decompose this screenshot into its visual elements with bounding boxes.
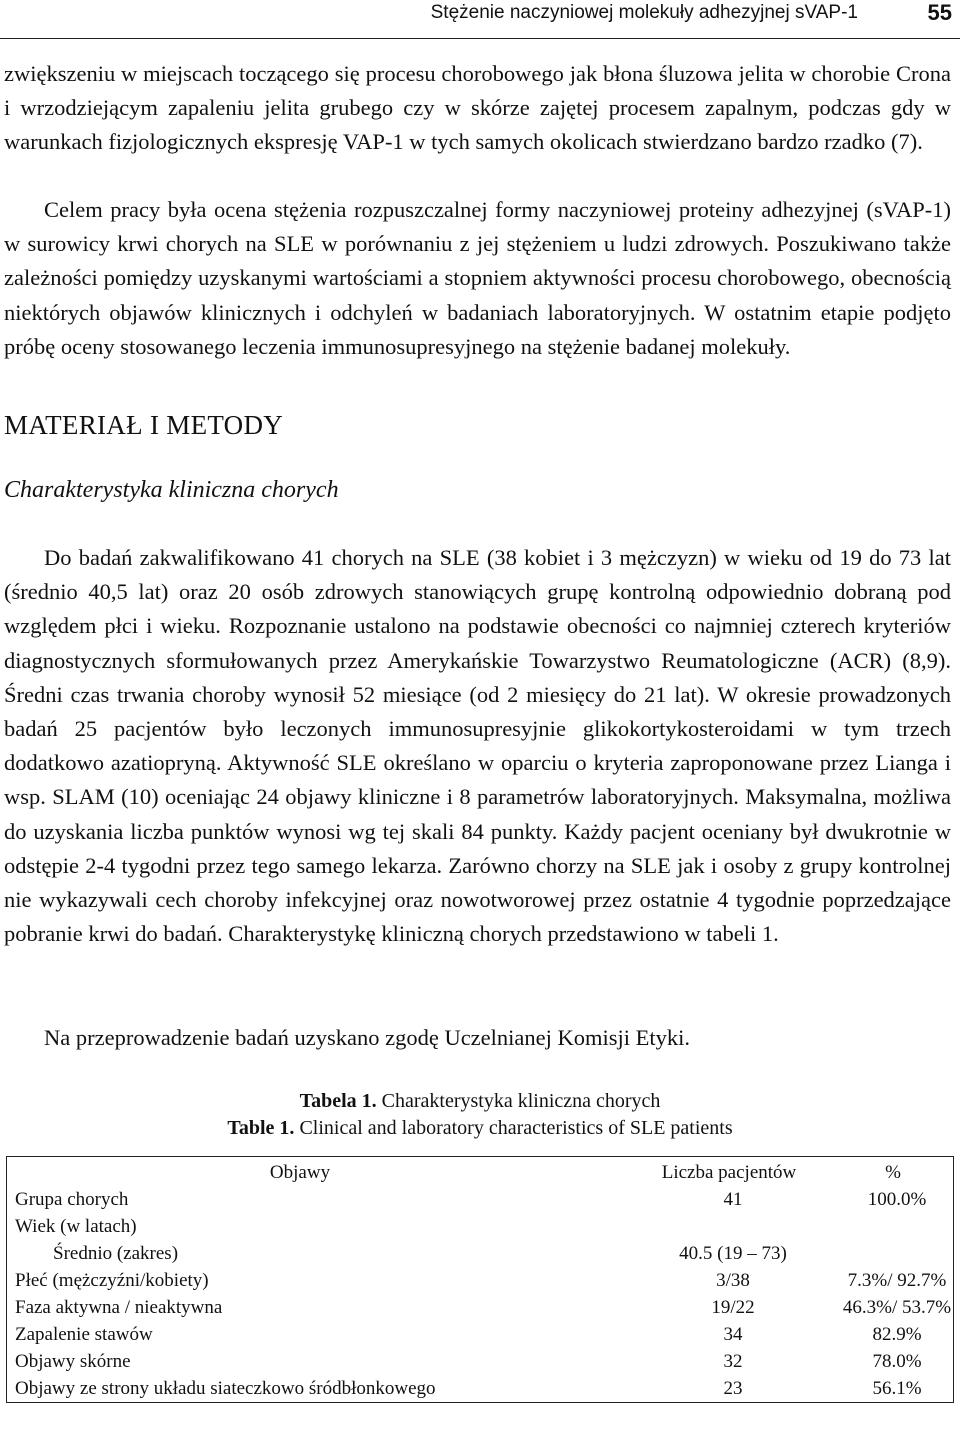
table-cell: Średnio (zakres) — [53, 1243, 179, 1264]
table-cell: 41 — [723, 1189, 743, 1210]
table-cell — [833, 1213, 954, 1240]
caption-label: Tabela 1. — [299, 1090, 377, 1112]
table-caption-pl — [0, 1088, 960, 1114]
subsection-title: Charakterystyka kliniczna chorych — [4, 477, 339, 503]
body-paragraph: Celem pracy była ocena stężenia rozpuszczalnej formy naczyniowej proteiny adhezyjnej (sVAP-1) w surowicy krwi chorych na SLE w porównaniu z jej stężeniem u ludzi zdrowych. Poszukiwano także zależności pomiędzy uzyskanymi wartościami a stopniem aktywności procesu chorobowego, obecnością niektórych objawów klinicznych i odchyleń w badaniach laboratoryjnych. W ostatnim etapie podjęto próbę oceny stosowanego leczenia immunosupresyjnego na stężenie badanej molekuły. — [4, 197, 951, 359]
column-header: Objawy — [269, 1162, 331, 1183]
table-row — [7, 1294, 954, 1321]
section-title: MATERIAŁ I METODY — [4, 410, 284, 440]
table-header-row — [7, 1157, 954, 1187]
caption-label: Table 1. — [227, 1117, 295, 1139]
table-row — [7, 1213, 954, 1240]
body-paragraph: Na przeprowadzenie badań uzyskano zgodę Uczelnianej Komisji Etyki. — [44, 1025, 691, 1050]
table-cell: Płeć (mężczyźni/kobiety) — [15, 1270, 209, 1291]
table-cell: 40.5 (19 – 73) — [679, 1243, 787, 1264]
table-cell: 82.9% — [872, 1324, 922, 1345]
table-cell: Grupa chorych — [15, 1189, 129, 1210]
running-title: Stężenie naczyniowej molekuły adhezyjnej sVAP-1 — [430, 2, 858, 23]
body-paragraph: Do badań zakwalifikowano 41 chorych na SLE (38 kobiet i 3 mężczyzn) w wieku od 19 do 73 lat (średnio 40,5 lat) oraz 20 osób zdrowych stanowiących grupę kontrolną odpowiednio dobraną pod względem płci i wieku. Rozpoznanie ustalono na podstawie obecności co najmniej czterech kryteriów diagnostycznych sformułowanych przez Amerykańskie Towarzystwo Reumatologiczne (ACR) (8,9). Średni czas trwania choroby wynosił 52 miesiące (od 2 miesięcy do 21 lat). W okresie prowadzonych badań 25 pacjentów było leczonych immunosupresyjnie glikokortykosteroidami w tym trzech dodatkowo azatiopryną. Aktywność SLE określano w oparciu o kryteria zaproponowane przez Lianga i wsp. SLAM (10) oceniając 24 objawy kliniczne i 8 parametrów laboratoryjnych. Maksymalna, możliwa do uzyskania liczba punktów wynosi wg tej skali 84 punkty. Każdy pacjent oceniany był dwukrotnie w odstępie 2-4 tygodni przez tego samego lekarza. Zarówno chorzy na SLE jak i osoby z grupy kontrolnej nie wykazywali cech choroby infekcyjnej oraz nowotworowej przez ostatnie 4 tygodnie poprzedzające pobranie krwi do badań. Charakterystykę kliniczną chorych przedstawiono w tabeli 1. — [4, 545, 951, 947]
caption-text: Charakterystyka kliniczna chorych — [381, 1090, 661, 1112]
table-cell: 46.3%/ 53.7% — [842, 1297, 952, 1318]
clinical-characteristics-table — [6, 1156, 954, 1403]
table-cell — [625, 1213, 833, 1240]
table-cell — [833, 1240, 954, 1267]
table-cell: 56.1% — [872, 1378, 922, 1399]
table-row — [7, 1240, 954, 1267]
table-caption-en — [0, 1115, 960, 1141]
page-number: 55 — [927, 0, 952, 25]
table-cell: 7.3%/ 92.7% — [847, 1270, 947, 1291]
caption-text: Clinical and laboratory characteristics of SLE patients — [299, 1117, 733, 1139]
table-row — [7, 1267, 954, 1294]
table-row — [7, 1375, 954, 1403]
table-cell: Objawy ze strony układu siateczkowo śródbłonkowego — [15, 1378, 436, 1399]
table-cell: Faza aktywna / nieaktywna — [15, 1297, 223, 1318]
table-cell: 23 — [723, 1378, 743, 1399]
page-header — [0, 0, 960, 39]
table-cell: 32 — [723, 1351, 743, 1372]
column-header: Liczba pacjentów — [661, 1162, 797, 1183]
table-cell: 34 — [723, 1324, 743, 1345]
table-cell: Objawy skórne — [15, 1351, 131, 1372]
table-row — [7, 1321, 954, 1348]
table-cell: 100.0% — [867, 1189, 927, 1210]
table-cell: Zapalenie stawów — [15, 1324, 153, 1345]
table-row — [7, 1186, 954, 1213]
table-cell: Wiek (w latach) — [15, 1216, 137, 1237]
body-paragraph: zwiększeniu w miejscach toczącego się procesu chorobowego jak błona śluzowa jelita w chorobie Crona i wrzodziejącym zapaleniu jelita grubego czy w skórze zajętej procesem zapalnym, podczas gdy w warunkach fizjologicznych ekspresję VAP-1 w tych samych okolicach stwierdzano bardzo rzadko (7). — [4, 61, 951, 155]
table-cell: 3/38 — [716, 1270, 750, 1291]
table-cell: 78.0% — [872, 1351, 922, 1372]
table-cell: 19/22 — [711, 1297, 755, 1318]
table-row — [7, 1348, 954, 1375]
column-header: % — [885, 1162, 901, 1183]
